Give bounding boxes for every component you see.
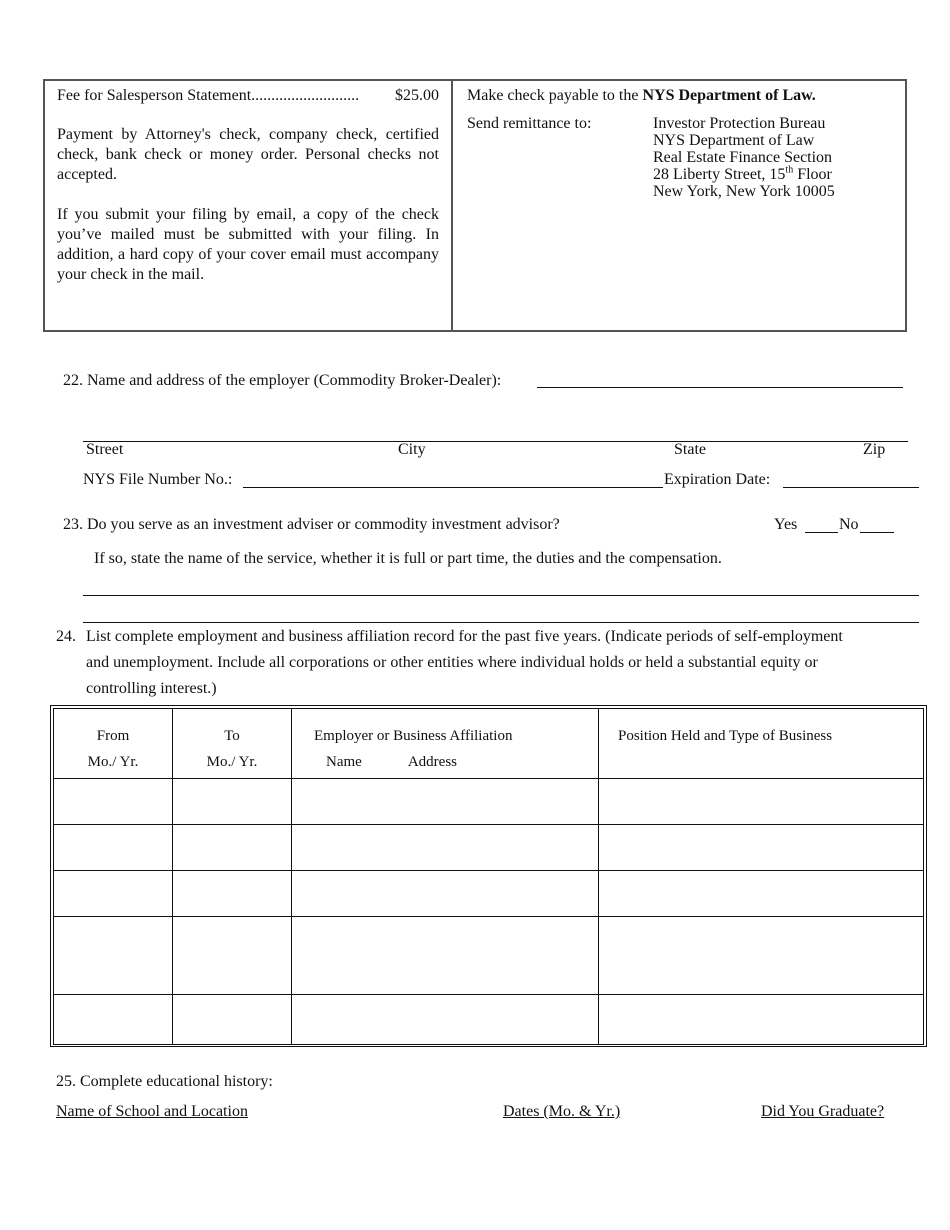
q23-answer-line-2[interactable] bbox=[83, 622, 919, 623]
to-cell[interactable] bbox=[173, 871, 292, 917]
position-cell[interactable] bbox=[599, 871, 924, 917]
to-cell[interactable] bbox=[173, 779, 292, 825]
graduate-column-header: Did You Graduate? bbox=[761, 1103, 885, 1120]
yes-answer-field[interactable] bbox=[805, 532, 838, 533]
address-line: Real Estate Finance Section bbox=[653, 149, 833, 166]
yes-label: Yes bbox=[774, 516, 798, 533]
fee-label: Fee for Salesperson Statement. bbox=[57, 87, 256, 104]
fee-leader-dots: .......................... bbox=[255, 87, 360, 104]
remittance-address bbox=[653, 115, 835, 200]
no-answer-field[interactable] bbox=[860, 532, 894, 533]
position-label: Position Held and Type of Business bbox=[618, 728, 833, 744]
q24-text-line: and unemployment. Include all corporations or other entities where individual holds or held a substantial equity or bbox=[86, 654, 818, 671]
to-label: To bbox=[224, 728, 240, 744]
fee-line bbox=[57, 87, 439, 105]
position-cell[interactable] bbox=[599, 825, 924, 871]
expiration-label: Expiration Date: bbox=[664, 471, 771, 488]
q24-number: 24. bbox=[56, 628, 76, 645]
to-mo-yr: Mo./ Yr. bbox=[206, 754, 258, 770]
q22-label: 22. Name and address of the employer (Commodity Broker-Dealer): bbox=[63, 372, 502, 389]
employer-header bbox=[292, 709, 599, 779]
employer-address-field[interactable] bbox=[83, 441, 908, 442]
to-cell[interactable] bbox=[173, 995, 292, 1045]
from-cell[interactable] bbox=[54, 871, 173, 917]
fee-info-box bbox=[43, 79, 907, 332]
q24-text-line: controlling interest.) bbox=[86, 680, 217, 697]
position-cell[interactable] bbox=[599, 995, 924, 1045]
name-address-labels bbox=[314, 749, 598, 775]
fee-amount: $25.00 bbox=[395, 87, 439, 104]
payable-line bbox=[467, 87, 891, 105]
employer-cell[interactable] bbox=[292, 779, 599, 825]
table-row bbox=[54, 871, 924, 917]
no-label: No bbox=[839, 516, 859, 533]
table-row bbox=[54, 825, 924, 871]
from-label: From bbox=[96, 728, 130, 744]
file-number-field[interactable] bbox=[243, 487, 663, 488]
to-header bbox=[173, 709, 292, 779]
employer-cell[interactable] bbox=[292, 825, 599, 871]
from-mo-yr: Mo./ Yr. bbox=[87, 754, 139, 770]
from-cell[interactable] bbox=[54, 995, 173, 1045]
table-row bbox=[54, 779, 924, 825]
expiration-date-field[interactable] bbox=[783, 487, 919, 488]
fee-details bbox=[45, 81, 453, 330]
position-cell[interactable] bbox=[599, 917, 924, 995]
remittance-details bbox=[453, 81, 905, 342]
employment-table bbox=[50, 705, 927, 1047]
address-line bbox=[653, 166, 835, 183]
address-label: Address bbox=[407, 754, 457, 770]
school-column-header: Name of School and Location bbox=[56, 1103, 248, 1120]
to-cell[interactable] bbox=[173, 825, 292, 871]
address-street: 28 Liberty Street, 15 bbox=[653, 166, 786, 183]
from-cell[interactable] bbox=[54, 825, 173, 871]
q23-label: 23. Do you serve as an investment adviser or commodity investment advisor? bbox=[63, 516, 560, 533]
name-label: Name bbox=[326, 754, 362, 770]
to-cell[interactable] bbox=[173, 917, 292, 995]
table-header-row bbox=[54, 709, 924, 779]
table-row bbox=[54, 917, 924, 995]
address-line: NYS Department of Law bbox=[653, 132, 815, 149]
address-floor: Floor bbox=[793, 166, 832, 183]
ordinal-suffix: th bbox=[785, 164, 794, 176]
position-cell[interactable] bbox=[599, 779, 924, 825]
employer-name-field[interactable] bbox=[537, 387, 903, 388]
employer-cell[interactable] bbox=[292, 995, 599, 1045]
payable-name: NYS Department of Law. bbox=[642, 87, 816, 104]
payment-methods-text: Payment by Attorney's check, company check, certified check, bank check or money order. Personal checks not accepted. bbox=[57, 126, 439, 183]
from-header bbox=[54, 709, 173, 779]
q25-label: 25. Complete educational history: bbox=[56, 1073, 273, 1090]
from-cell[interactable] bbox=[54, 917, 173, 995]
dates-column-header: Dates (Mo. & Yr.) bbox=[503, 1103, 621, 1120]
payable-prefix: Make check payable to the bbox=[467, 87, 643, 104]
address-line: New York, New York 10005 bbox=[653, 183, 835, 200]
address-line: Investor Protection Bureau bbox=[653, 115, 826, 132]
q24-text-line: List complete employment and business affiliation record for the past five years. (Indicate periods of self-employment bbox=[86, 628, 843, 645]
position-header bbox=[599, 709, 924, 779]
zip-label: Zip bbox=[863, 441, 886, 458]
from-cell[interactable] bbox=[54, 779, 173, 825]
q23-followup: If so, state the name of the service, whether it is full or part time, the duties and the compensation. bbox=[94, 550, 722, 567]
employer-label: Employer or Business Affiliation bbox=[314, 728, 513, 744]
file-number-label: NYS File Number No.: bbox=[83, 471, 233, 488]
city-label: City bbox=[398, 441, 426, 458]
employer-cell[interactable] bbox=[292, 871, 599, 917]
remit-label: Send remittance to: bbox=[467, 115, 592, 132]
table-row bbox=[54, 995, 924, 1045]
state-label: State bbox=[674, 441, 706, 458]
email-submission-text: If you submit your filing by email, a copy of the check you’ve mailed must be submitted with your filing. In addition, a hard copy of your cover email must accompany your check in the mail. bbox=[57, 206, 439, 283]
q23-answer-line-1[interactable] bbox=[83, 595, 919, 596]
street-label: Street bbox=[86, 441, 124, 458]
employer-cell[interactable] bbox=[292, 917, 599, 995]
